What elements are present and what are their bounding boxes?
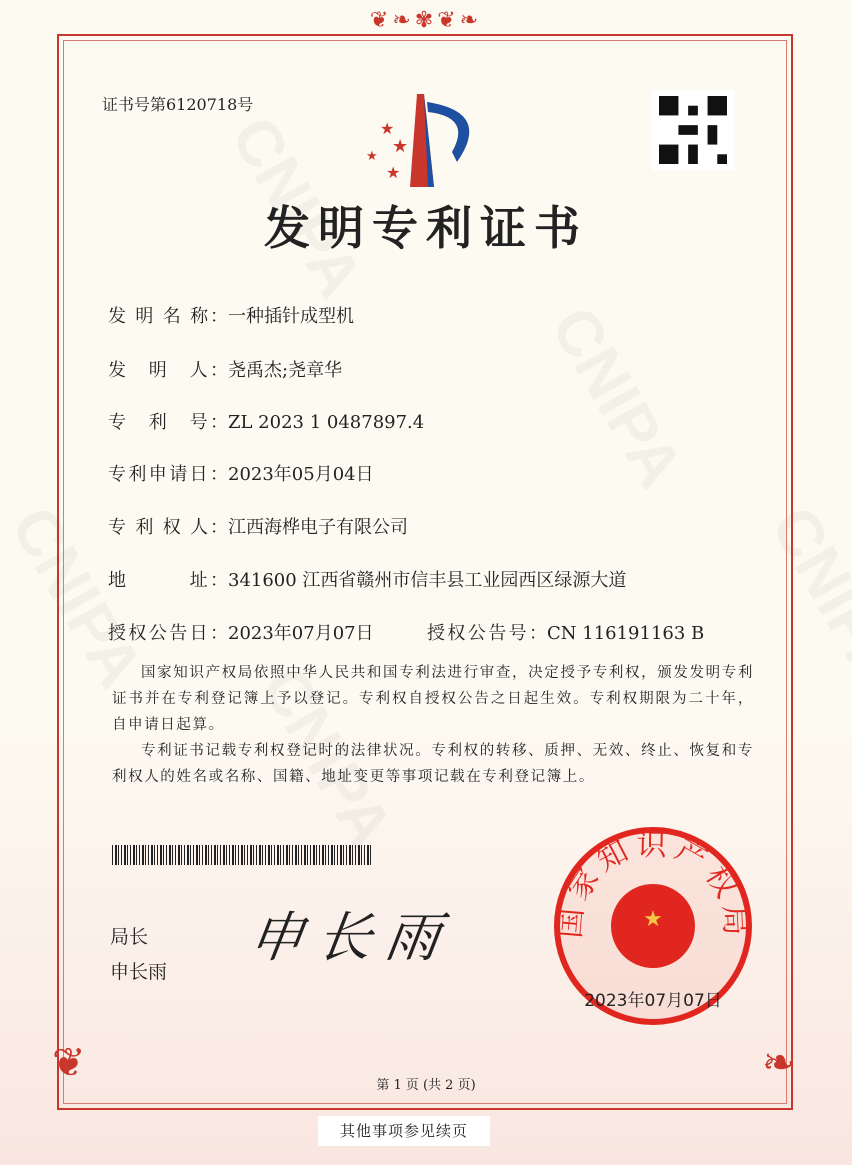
statement-paragraph: 国家知识产权局依照中华人民共和国专利法进行审查，决定授予专利权，颁发发明专利证书并在专利登记簿上予以登记。专利权自授权公告之日起生效。专利权期限为二十年，自申请日起算。 — [112, 665, 754, 733]
svg-text:国家知识产权局: 国家知识产权局 — [553, 827, 753, 943]
svg-text:★: ★ — [386, 163, 401, 182]
official-seal — [553, 826, 753, 1026]
corner-ornament: ❦ — [52, 1040, 86, 1086]
statement-paragraph: 专利证书记载专利权登记时的法律状况。专利权的转移、质押、无效、终止、恢复和专利权人的姓名或名称、国籍、地址变更等事项记载在专利登记簿上。 — [112, 743, 754, 785]
director-name: 申长雨 — [110, 961, 168, 983]
field-inventors: 发 明 人：尧禹杰;尧章华 — [108, 360, 343, 381]
page-number: 第 1 页 (共 2 页) — [376, 1078, 476, 1093]
field-address: 地 址：341600 江西省赣州市信丰县工业园西区绿源大道 — [108, 570, 627, 591]
svg-text:2023年07月07日: 2023年07月07日 — [584, 991, 722, 1011]
director-signature: 申长雨 — [245, 906, 458, 969]
field-invention-name: 发 明 名 称：一种插针成型机 — [108, 306, 354, 327]
director-title: 局长 — [110, 926, 149, 948]
continued-note: 其他事项参见续页 — [318, 1116, 490, 1146]
field-filing-date: 专利申请日：2023年05月04日 — [108, 464, 374, 485]
svg-text:★: ★ — [643, 907, 663, 932]
field-grant-date: 授权公告日：2023年07月07日 — [108, 623, 374, 644]
top-ornament: ❦❧✾❦❧ — [369, 8, 483, 33]
svg-text:★: ★ — [392, 136, 409, 157]
certificate-title: 发明专利证书 — [264, 201, 588, 255]
cnipa-logo — [362, 92, 492, 192]
svg-text:★: ★ — [380, 119, 395, 138]
barcode — [112, 845, 372, 865]
corner-ornament: ❧ — [762, 1040, 796, 1086]
field-patent-number: 专 利 号：ZL 2023 1 0487897.4 — [108, 412, 425, 433]
field-patentee: 专 利 权 人：江西海桦电子有限公司 — [108, 517, 408, 538]
field-publication-number: 授权公告号：CN 116191163 B — [427, 623, 705, 644]
certificate-number: 证书号第6120718号 — [102, 95, 254, 114]
svg-text:★: ★ — [366, 149, 378, 164]
qr-code — [652, 90, 734, 170]
